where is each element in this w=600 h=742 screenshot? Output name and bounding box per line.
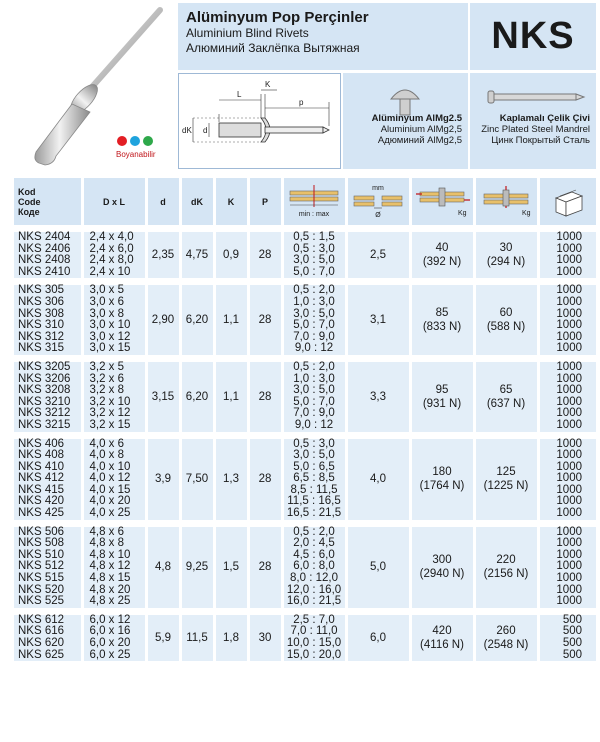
- rivet-spec-table: [14, 178, 596, 661]
- grip-range: 0,5 : 3,0: [293, 242, 335, 255]
- grip-range-cell: [282, 232, 346, 278]
- size-dxl: 4,0 x 12: [89, 472, 131, 485]
- grip-range: 3,0 : 5,0: [293, 307, 335, 320]
- shear-strength-newton: (1764 N): [419, 480, 465, 493]
- grip-range: 16,0 : 21,5: [286, 595, 342, 608]
- rivet-group-row: [14, 362, 596, 432]
- diagram-label-p: p: [299, 98, 304, 107]
- box-quantity: 1000: [556, 507, 582, 520]
- box-quantity: 1000: [556, 583, 582, 596]
- shear-strength: [410, 232, 474, 278]
- product-code: NKS 515: [18, 572, 65, 585]
- size-dxl: 4,8 x 25: [89, 595, 131, 608]
- shear-strength: [410, 615, 474, 661]
- shear-strength-newton: (931 N): [422, 397, 462, 410]
- grip-range: 7,0 : 9,0: [293, 407, 335, 420]
- head-diameter-dk: 4,75: [180, 232, 214, 278]
- head-diameter-dk: 11,5: [180, 615, 214, 661]
- size-dxl-cell: [82, 439, 146, 520]
- tensile-strength-newton: (1225 N): [483, 480, 529, 493]
- series-code: NKS: [470, 3, 596, 70]
- grip-range-cell: [282, 615, 346, 661]
- product-code-cell: [14, 232, 82, 278]
- grip-range: 3,0 : 5,0: [293, 254, 335, 267]
- grip-range: 8,0 : 12,0: [290, 572, 338, 585]
- size-dxl: 6,0 x 16: [89, 625, 131, 638]
- header-code-en: Code: [18, 196, 41, 207]
- grip-range: 5,0 : 6,5: [293, 460, 335, 473]
- product-code: NKS 616: [18, 625, 65, 638]
- size-dxl: 4,0 x 6: [89, 437, 125, 450]
- grip-range: 12,0 : 16,0: [286, 583, 342, 596]
- size-dxl: 4,0 x 25: [89, 507, 131, 520]
- grip-range: 5,0 : 7,0: [293, 319, 335, 332]
- shear-strength-kg: 180: [432, 466, 452, 479]
- product-code: NKS 310: [18, 319, 65, 332]
- color-dot-red: [117, 136, 127, 146]
- box-quantity: 1000: [556, 595, 582, 608]
- size-dxl: 4,0 x 8: [89, 449, 125, 462]
- rivet-group-row: [14, 285, 596, 355]
- title-box: [178, 3, 468, 70]
- box-quantity-cell: [538, 439, 596, 520]
- hole-diameter: 2,5: [346, 232, 410, 278]
- product-code: NKS 612: [18, 613, 65, 626]
- title-english: Aluminium Blind Rivets: [186, 26, 309, 40]
- grip-range: 3,0 : 5,0: [293, 384, 335, 397]
- size-dxl: 3,2 x 8: [89, 384, 125, 397]
- tensile-strength-newton: (2548 N): [483, 639, 529, 651]
- shear-strength: [410, 285, 474, 355]
- size-dxl: 4,0 x 10: [89, 460, 131, 473]
- mandrel-material-panel: [470, 73, 596, 169]
- rivet-group-row: [14, 527, 596, 608]
- tensile-strength-kg: 220: [496, 554, 516, 567]
- product-code: NKS 406: [18, 437, 65, 450]
- product-code: NKS 2408: [18, 254, 71, 267]
- header-code-tr: Kod: [18, 186, 36, 197]
- box-quantity: 1000: [556, 254, 582, 267]
- grip-range: 5,0 : 7,0: [293, 395, 335, 408]
- header-k: K: [214, 178, 248, 225]
- hole-diameter: 5,0: [346, 527, 410, 608]
- header-p: P: [248, 178, 282, 225]
- mandrel-material-ru: Цинк Покрытый Сталь: [491, 135, 590, 146]
- size-dxl: 3,0 x 5: [89, 284, 125, 297]
- size-dxl: 4,8 x 10: [89, 548, 131, 561]
- header-grip-range: [282, 178, 346, 225]
- shear-force-icon: [414, 186, 470, 208]
- size-dxl: 6,0 x 25: [89, 648, 131, 661]
- box-quantity-cell: [538, 285, 596, 355]
- diameter-d: 5,9: [146, 615, 180, 661]
- box-quantity: 1000: [556, 395, 582, 408]
- box-quantity: 1000: [556, 372, 582, 385]
- header-dxl: D x L: [82, 178, 146, 225]
- diameter-d: 2,35: [146, 232, 180, 278]
- grip-range-cell: [282, 362, 346, 432]
- grip-range: 16,5 : 21,5: [286, 507, 342, 520]
- tensile-strength: [474, 285, 538, 355]
- size-dxl: 2,4 x 6,0: [89, 242, 134, 255]
- size-dxl-cell: [82, 232, 146, 278]
- product-code: NKS 315: [18, 342, 65, 355]
- mandrel-icon: [470, 83, 596, 113]
- box-quantity: 1000: [556, 460, 582, 473]
- box-quantity-cell: [538, 232, 596, 278]
- box-quantity: 1000: [556, 560, 582, 573]
- color-dot-green: [143, 136, 153, 146]
- mandrel-length-p: 28: [248, 285, 282, 355]
- size-dxl: 4,0 x 15: [89, 483, 131, 496]
- color-dot-blue: [130, 136, 140, 146]
- diameter-d: 2,90: [146, 285, 180, 355]
- product-code-cell: [14, 362, 82, 432]
- diagram-label-dk: dK: [182, 126, 192, 135]
- size-dxl: 3,0 x 6: [89, 295, 125, 308]
- header-hole-diameter: [346, 178, 410, 225]
- product-code-cell: [14, 615, 82, 661]
- grip-range: 10,0 : 15,0: [286, 637, 342, 649]
- head-height-k: 1,1: [214, 285, 248, 355]
- size-dxl-cell: [82, 615, 146, 661]
- product-code: NKS 2410: [18, 265, 71, 278]
- product-code: NKS 3210: [18, 395, 71, 408]
- size-dxl: 3,0 x 15: [89, 342, 131, 355]
- head-diameter-dk: 6,20: [180, 362, 214, 432]
- tensile-strength-newton: (294 N): [486, 256, 526, 269]
- size-dxl: 4,8 x 15: [89, 572, 131, 585]
- header-box-quantity: [538, 178, 596, 225]
- size-dxl-cell: [82, 527, 146, 608]
- grip-range: 15,0 : 20,0: [286, 648, 342, 661]
- box-quantity: 500: [562, 613, 582, 626]
- grip-range: 0,5 : 3,0: [293, 437, 335, 450]
- shear-strength: [410, 439, 474, 520]
- box-quantity: 1000: [556, 418, 582, 431]
- mandrel-material-en: Zinc Plated Steel Mandrel: [481, 124, 590, 135]
- tensile-force-icon: [478, 186, 534, 208]
- head-height-k: 1,3: [214, 439, 248, 520]
- box-quantity: 1000: [556, 407, 582, 420]
- hole-diameter: 4,0: [346, 439, 410, 520]
- box-quantity: 1000: [556, 537, 582, 550]
- product-code: NKS 3206: [18, 372, 71, 385]
- box-quantity: 1000: [556, 525, 582, 538]
- box-quantity: 1000: [556, 472, 582, 485]
- size-dxl: 2,4 x 10: [89, 265, 131, 278]
- head-height-k: 1,1: [214, 362, 248, 432]
- box-quantity: 1000: [556, 342, 582, 355]
- shear-kg-label: Kg: [457, 210, 467, 217]
- mandrel-length-p: 30: [248, 615, 282, 661]
- title-russian: Алюминий Заклёпка Вытяжная: [186, 41, 360, 55]
- box-quantity: 1000: [556, 449, 582, 462]
- shear-strength-newton: (4116 N): [420, 639, 464, 651]
- box-quantity: 1000: [556, 265, 582, 278]
- tensile-strength-newton: (637 N): [486, 397, 526, 410]
- paintable-label: Boyanabilir: [116, 150, 156, 159]
- box-quantity: 1000: [556, 437, 582, 450]
- box-quantity: 1000: [556, 572, 582, 585]
- size-dxl: 4,0 x 20: [89, 495, 131, 508]
- box-quantity-cell: [538, 527, 596, 608]
- grip-range: 11,5 : 16,5: [287, 495, 341, 508]
- box-icon: [548, 184, 588, 218]
- grip-range-cell: [282, 439, 346, 520]
- shear-strength: [410, 527, 474, 608]
- header-code-ru: Коде: [18, 206, 40, 217]
- size-dxl: 3,0 x 8: [89, 307, 125, 320]
- header-dk: dK: [180, 178, 214, 225]
- grip-range: 6,5 : 8,5: [293, 472, 335, 485]
- shear-strength: [410, 362, 474, 432]
- tensile-strength-newton: (588 N): [486, 321, 526, 334]
- grip-range: 1,0 : 3,0: [293, 372, 335, 385]
- box-quantity-cell: [538, 362, 596, 432]
- product-code: NKS 3212: [18, 407, 71, 420]
- product-code: NKS 308: [18, 307, 65, 320]
- box-quantity: 1000: [556, 231, 582, 243]
- size-dxl-cell: [82, 362, 146, 432]
- head-height-k: 1,8: [214, 615, 248, 661]
- grip-range: 2,5 : 7,0: [293, 613, 335, 626]
- size-dxl: 4,8 x 6: [89, 525, 125, 538]
- size-dxl: 2,4 x 4,0: [89, 231, 134, 243]
- grip-range: 0,5 : 2,0: [293, 525, 335, 538]
- body-material-ru: Адюминий AlMg2,5: [377, 135, 462, 146]
- tensile-strength-kg: 30: [499, 242, 513, 255]
- diameter-d: 3,15: [146, 362, 180, 432]
- product-code: NKS 305: [18, 284, 65, 297]
- grip-range: 0,5 : 2,0: [293, 284, 335, 297]
- grip-range: 5,0 : 7,0: [293, 265, 335, 278]
- product-code: NKS 408: [18, 449, 65, 462]
- box-quantity: 1000: [556, 495, 582, 508]
- grip-range: 2,0 : 4,5: [293, 537, 335, 550]
- hole-diameter: 6,0: [346, 615, 410, 661]
- rivet-dimension-diagram: [178, 73, 341, 169]
- size-dxl: 3,2 x 6: [89, 372, 125, 385]
- product-code: NKS 306: [18, 295, 65, 308]
- product-code: NKS 506: [18, 525, 65, 538]
- hole-diameter: 3,1: [346, 285, 410, 355]
- product-code: NKS 2406: [18, 242, 71, 255]
- product-code: NKS 512: [18, 560, 65, 573]
- product-code-cell: [14, 527, 82, 608]
- shear-strength-newton: (833 N): [422, 321, 462, 334]
- tensile-strength: [474, 615, 538, 661]
- product-code: NKS 425: [18, 507, 65, 520]
- shear-strength-kg: 420: [432, 625, 452, 637]
- box-quantity: 1000: [556, 548, 582, 561]
- box-quantity: 1000: [556, 384, 582, 397]
- size-dxl: 3,2 x 12: [89, 407, 131, 420]
- box-quantity: 1000: [556, 319, 582, 332]
- grip-range: 9,0 : 12: [294, 342, 334, 355]
- product-code: NKS 412: [18, 472, 65, 485]
- product-code: NKS 415: [18, 483, 65, 496]
- title-turkish: Alüminyum Pop Perçinler: [186, 9, 369, 26]
- rivet-group-row: [14, 232, 596, 278]
- product-code: NKS 620: [18, 637, 65, 649]
- product-code: NKS 520: [18, 583, 65, 596]
- grip-range: 7,0 : 9,0: [293, 330, 335, 343]
- tensile-strength: [474, 362, 538, 432]
- box-quantity-cell: [538, 615, 596, 661]
- product-code: NKS 525: [18, 595, 65, 608]
- size-dxl: 4,8 x 20: [89, 583, 131, 596]
- body-material-panel: [343, 73, 468, 169]
- grip-range: 7,0 : 11,0: [290, 625, 338, 638]
- head-diameter-dk: 6,20: [180, 285, 214, 355]
- box-quantity: 500: [562, 625, 582, 638]
- header-shear-strength: [410, 178, 474, 225]
- rivet-body-icon: [343, 77, 468, 117]
- diagram-label-d: d: [203, 126, 208, 135]
- diagram-label-k: K: [265, 80, 271, 89]
- size-dxl: 6,0 x 12: [89, 613, 131, 626]
- grip-range: 0,5 : 2,0: [293, 360, 335, 373]
- mandrel-length-p: 28: [248, 362, 282, 432]
- size-dxl: 3,0 x 10: [89, 319, 131, 332]
- tensile-strength-kg: 60: [499, 307, 513, 320]
- hole-diameter-icon: [350, 192, 406, 210]
- size-dxl: 3,2 x 5: [89, 360, 125, 373]
- tensile-strength: [474, 527, 538, 608]
- size-dxl: 3,2 x 10: [89, 395, 131, 408]
- product-code: NKS 312: [18, 330, 65, 343]
- box-quantity: 1000: [556, 307, 582, 320]
- shear-strength-kg: 85: [435, 307, 449, 320]
- grip-range: 3,0 : 5,0: [293, 449, 335, 462]
- header-code: [14, 178, 82, 225]
- tensile-strength-kg: 65: [499, 383, 513, 396]
- tensile-strength: [474, 232, 538, 278]
- tensile-strength-newton: (2156 N): [483, 568, 529, 581]
- paint-color-dots: [117, 136, 153, 146]
- size-dxl: 3,2 x 15: [89, 418, 131, 431]
- catalog-header: [0, 0, 600, 172]
- product-code: NKS 508: [18, 537, 65, 550]
- tensile-strength: [474, 439, 538, 520]
- head-diameter-dk: 9,25: [180, 527, 214, 608]
- grip-range-cell: [282, 527, 346, 608]
- rivet-group-row: [14, 615, 596, 661]
- diameter-d: 4,8: [146, 527, 180, 608]
- tensile-kg-label: Kg: [521, 210, 531, 217]
- grip-range: 4,5 : 6,0: [293, 548, 335, 561]
- table-header-row: [14, 178, 596, 225]
- grip-range: 0,5 : 1,5: [293, 231, 335, 243]
- box-quantity: 1000: [556, 242, 582, 255]
- size-dxl: 4,8 x 8: [89, 537, 125, 550]
- size-dxl: 2,4 x 8,0: [89, 254, 134, 267]
- box-quantity: 500: [562, 637, 582, 649]
- product-code: NKS 510: [18, 548, 65, 561]
- box-quantity: 1000: [556, 483, 582, 496]
- product-code: NKS 625: [18, 648, 65, 661]
- mandrel-length-p: 28: [248, 232, 282, 278]
- head-diameter-dk: 7,50: [180, 439, 214, 520]
- grip-range: 1,0 : 3,0: [293, 295, 335, 308]
- product-code-cell: [14, 439, 82, 520]
- head-height-k: 1,5: [214, 527, 248, 608]
- grip-range: 9,0 : 12: [294, 418, 334, 431]
- size-dxl: 4,8 x 12: [89, 560, 131, 573]
- shear-strength-kg: 95: [435, 383, 449, 396]
- mandrel-length-p: 28: [248, 527, 282, 608]
- tensile-strength-kg: 260: [496, 625, 516, 637]
- box-quantity: 1000: [556, 284, 582, 297]
- grip-range-label: min : max: [298, 211, 330, 218]
- grip-range-cell: [282, 285, 346, 355]
- diameter-d: 3,9: [146, 439, 180, 520]
- tensile-strength-kg: 125: [496, 466, 516, 479]
- body-material-tr: Alüminyum AlMg2.5: [371, 113, 462, 124]
- size-dxl: 6,0 x 20: [89, 637, 131, 649]
- hole-symbol: Ø: [375, 211, 381, 219]
- shear-strength-newton: (2940 N): [419, 568, 465, 581]
- size-dxl-cell: [82, 285, 146, 355]
- product-code: NKS 3205: [18, 360, 71, 373]
- body-material-en: Aluminium AlMg2,5: [380, 124, 462, 135]
- box-quantity: 1000: [556, 330, 582, 343]
- shear-strength-kg: 40: [435, 242, 449, 255]
- box-quantity: 500: [562, 648, 582, 661]
- grip-range: 6,0 : 8,0: [293, 560, 335, 573]
- box-quantity: 1000: [556, 360, 582, 373]
- mandrel-material-tr: Kaplamalı Çelik Çivi: [499, 113, 590, 124]
- shear-strength-kg: 300: [432, 554, 452, 567]
- header-d: d: [146, 178, 180, 225]
- hole-mm-label: mm: [372, 184, 384, 192]
- hole-diameter: 3,3: [346, 362, 410, 432]
- grip-range-icon: [286, 185, 342, 209]
- header-tensile-strength: [474, 178, 538, 225]
- size-dxl: 3,0 x 12: [89, 330, 131, 343]
- product-code: NKS 3208: [18, 384, 71, 397]
- grip-range: 8,5 : 11,5: [290, 483, 338, 496]
- diagram-label-l: L: [237, 90, 242, 99]
- product-code: NKS 420: [18, 495, 65, 508]
- mandrel-length-p: 28: [248, 439, 282, 520]
- product-code: NKS 410: [18, 460, 65, 473]
- shear-strength-newton: (392 N): [422, 256, 462, 269]
- product-code: NKS 2404: [18, 231, 71, 243]
- product-code-cell: [14, 285, 82, 355]
- box-quantity: 1000: [556, 295, 582, 308]
- product-code: NKS 3215: [18, 418, 71, 431]
- head-height-k: 0,9: [214, 232, 248, 278]
- rivet-group-row: [14, 439, 596, 520]
